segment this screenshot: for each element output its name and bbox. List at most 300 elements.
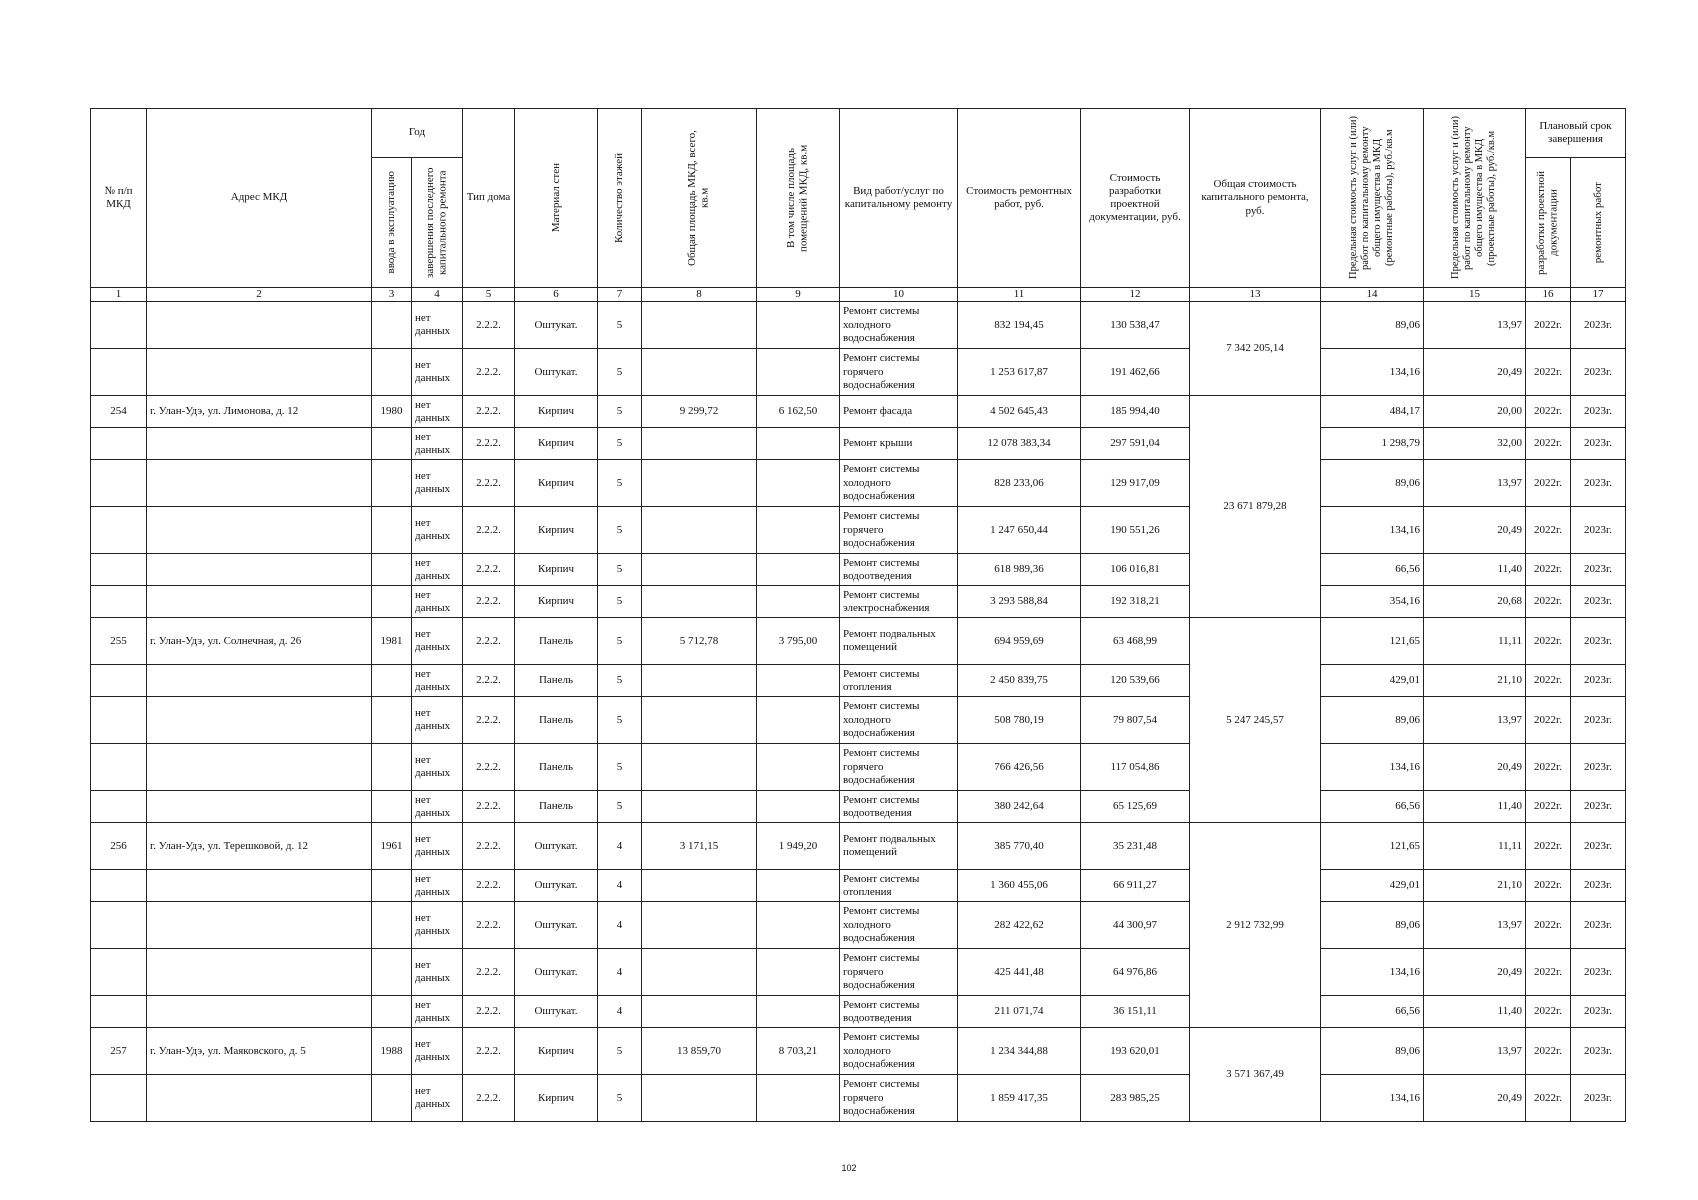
table-row (91, 396, 1626, 428)
floors-cell: 5 (598, 586, 642, 618)
total-area-cell: 3 171,15 (642, 823, 757, 870)
year-last-repair-cell: нет данных (412, 460, 463, 507)
house-type-cell: 2.2.2. (463, 618, 515, 665)
plan-works-cell: 2023г. (1571, 823, 1626, 870)
premises-area-cell: 1 949,20 (757, 823, 840, 870)
total-area-cell (642, 460, 757, 507)
table-row (91, 349, 1626, 396)
work-type-cell: Ремонт системы водоотведения (840, 996, 958, 1028)
table-row (91, 428, 1626, 460)
premises-area-cell (757, 949, 840, 996)
page-number: 102 (841, 1163, 857, 1173)
total-area-cell (642, 507, 757, 554)
work-type-cell: Ремонт системы холодного водоснабжения (840, 1028, 958, 1075)
house-type-cell: 2.2.2. (463, 396, 515, 428)
design-cost-cell: 129 917,09 (1081, 460, 1190, 507)
total-cost-cell: 5 247 245,57 (1190, 618, 1321, 823)
column-number: 6 (515, 288, 598, 302)
work-type-cell: Ремонт системы холодного водоснабжения (840, 460, 958, 507)
repair-cost-cell: 380 242,64 (958, 791, 1081, 823)
limit-repair-cell: 66,56 (1321, 996, 1424, 1028)
wall-material-cell: Кирпич (515, 1028, 598, 1075)
row-number-cell (91, 460, 147, 507)
work-type-cell: Ремонт системы горячего водоснабжения (840, 949, 958, 996)
premises-area-cell (757, 349, 840, 396)
table-row (91, 902, 1626, 949)
limit-repair-cell: 354,16 (1321, 586, 1424, 618)
limit-design-cell: 20,49 (1424, 949, 1526, 996)
row-number-cell (91, 302, 147, 349)
house-type-cell: 2.2.2. (463, 428, 515, 460)
header-premises-area: В том числе площадь помещений МКД, кв.м (757, 109, 840, 288)
row-number-cell (91, 428, 147, 460)
floors-cell: 5 (598, 507, 642, 554)
work-type-cell: Ремонт системы отопления (840, 870, 958, 902)
floors-cell: 5 (598, 1028, 642, 1075)
plan-design-cell: 2022г. (1526, 1028, 1571, 1075)
year-commissioned-cell (372, 460, 412, 507)
year-commissioned-cell (372, 349, 412, 396)
row-number-cell (91, 870, 147, 902)
address-cell: г. Улан-Удэ, ул. Солнечная, д. 26 (147, 618, 372, 665)
total-cost-cell: 2 912 732,99 (1190, 823, 1321, 1028)
year-commissioned-cell (372, 665, 412, 697)
address-cell (147, 870, 372, 902)
limit-design-cell: 11,11 (1424, 618, 1526, 665)
premises-area-cell (757, 870, 840, 902)
plan-design-cell: 2022г. (1526, 902, 1571, 949)
year-commissioned-cell (372, 428, 412, 460)
premises-area-cell (757, 665, 840, 697)
wall-material-cell: Кирпич (515, 586, 598, 618)
limit-repair-cell: 66,56 (1321, 791, 1424, 823)
repair-cost-cell: 1 859 417,35 (958, 1075, 1081, 1122)
year-last-repair-cell: нет данных (412, 870, 463, 902)
limit-design-cell: 13,97 (1424, 460, 1526, 507)
premises-area-cell (757, 744, 840, 791)
wall-material-cell: Кирпич (515, 428, 598, 460)
limit-repair-cell: 1 298,79 (1321, 428, 1424, 460)
column-number: 11 (958, 288, 1081, 302)
year-last-repair-cell: нет данных (412, 618, 463, 665)
row-number-cell (91, 902, 147, 949)
work-type-cell: Ремонт системы водоотведения (840, 554, 958, 586)
column-number: 12 (1081, 288, 1190, 302)
work-type-cell: Ремонт системы холодного водоснабжения (840, 902, 958, 949)
table-row (91, 823, 1626, 870)
design-cost-cell: 64 976,86 (1081, 949, 1190, 996)
limit-design-cell: 13,97 (1424, 697, 1526, 744)
plan-design-cell: 2022г. (1526, 744, 1571, 791)
work-type-cell: Ремонт крыши (840, 428, 958, 460)
repair-cost-cell: 12 078 383,34 (958, 428, 1081, 460)
year-last-repair-cell: нет данных (412, 302, 463, 349)
year-commissioned-cell (372, 870, 412, 902)
design-cost-cell: 120 539,66 (1081, 665, 1190, 697)
premises-area-cell (757, 302, 840, 349)
design-cost-cell: 130 538,47 (1081, 302, 1190, 349)
address-cell: г. Улан-Удэ, ул. Лимонова, д. 12 (147, 396, 372, 428)
design-cost-cell: 185 994,40 (1081, 396, 1190, 428)
row-number-cell (91, 349, 147, 396)
repair-cost-cell: 618 989,36 (958, 554, 1081, 586)
year-last-repair-cell: нет данных (412, 791, 463, 823)
limit-repair-cell: 89,06 (1321, 460, 1424, 507)
wall-material-cell: Оштукат. (515, 902, 598, 949)
premises-area-cell (757, 507, 840, 554)
table-row (91, 586, 1626, 618)
repair-cost-cell: 694 959,69 (958, 618, 1081, 665)
year-last-repair-cell: нет данных (412, 507, 463, 554)
address-cell (147, 428, 372, 460)
year-commissioned-cell: 1961 (372, 823, 412, 870)
plan-works-cell: 2023г. (1571, 1028, 1626, 1075)
house-type-cell: 2.2.2. (463, 460, 515, 507)
row-number-cell (91, 791, 147, 823)
work-type-cell: Ремонт системы отопления (840, 665, 958, 697)
header-year-commissioned: ввода в эксплуатацию (372, 158, 412, 288)
limit-repair-cell: 89,06 (1321, 1028, 1424, 1075)
wall-material-cell: Оштукат. (515, 870, 598, 902)
year-last-repair-cell: нет данных (412, 396, 463, 428)
total-area-cell (642, 902, 757, 949)
total-area-cell: 9 299,72 (642, 396, 757, 428)
year-commissioned-cell (372, 949, 412, 996)
premises-area-cell (757, 902, 840, 949)
plan-works-cell: 2023г. (1571, 396, 1626, 428)
header-limit-design: Предельная стоимость услуг и (или) работ по капитальному ремонту общего имущества в МКД (проектные работы), руб./кв.м (1424, 109, 1526, 288)
limit-design-cell: 13,97 (1424, 1028, 1526, 1075)
plan-design-cell: 2022г. (1526, 791, 1571, 823)
table-row (91, 507, 1626, 554)
floors-cell: 4 (598, 949, 642, 996)
work-type-cell: Ремонт фасада (840, 396, 958, 428)
address-cell: г. Улан-Удэ, ул. Терешковой, д. 12 (147, 823, 372, 870)
repair-cost-cell: 1 253 617,87 (958, 349, 1081, 396)
year-commissioned-cell (372, 697, 412, 744)
limit-repair-cell: 66,56 (1321, 554, 1424, 586)
column-number: 16 (1526, 288, 1571, 302)
floors-cell: 4 (598, 996, 642, 1028)
limit-repair-cell: 134,16 (1321, 1075, 1424, 1122)
limit-design-cell: 11,40 (1424, 996, 1526, 1028)
premises-area-cell (757, 460, 840, 507)
table-row (91, 302, 1626, 349)
year-commissioned-cell: 1988 (372, 1028, 412, 1075)
column-number: 3 (372, 288, 412, 302)
row-number-cell: 254 (91, 396, 147, 428)
premises-area-cell: 6 162,50 (757, 396, 840, 428)
table-row (91, 1028, 1626, 1075)
table-row (91, 996, 1626, 1028)
work-type-cell: Ремонт подвальных помещений (840, 823, 958, 870)
floors-cell: 5 (598, 665, 642, 697)
plan-works-cell: 2023г. (1571, 744, 1626, 791)
column-number: 5 (463, 288, 515, 302)
premises-area-cell (757, 996, 840, 1028)
house-type-cell: 2.2.2. (463, 665, 515, 697)
column-number: 1 (91, 288, 147, 302)
design-cost-cell: 297 591,04 (1081, 428, 1190, 460)
house-type-cell: 2.2.2. (463, 507, 515, 554)
total-area-cell (642, 586, 757, 618)
limit-design-cell: 11,40 (1424, 791, 1526, 823)
house-type-cell: 2.2.2. (463, 823, 515, 870)
floors-cell: 5 (598, 460, 642, 507)
limit-repair-cell: 121,65 (1321, 823, 1424, 870)
work-type-cell: Ремонт системы электроснабжения (840, 586, 958, 618)
total-area-cell (642, 349, 757, 396)
limit-repair-cell: 134,16 (1321, 949, 1424, 996)
address-cell (147, 1075, 372, 1122)
premises-area-cell (757, 697, 840, 744)
house-type-cell: 2.2.2. (463, 1028, 515, 1075)
header-address: Адрес МКД (147, 109, 372, 288)
header-limit-repair: Предельная стоимость услуг и (или) работ по капитальному ремонту общего имущества в МКД (ремонтные работы), руб./кв.м (1321, 109, 1424, 288)
repair-cost-cell: 211 071,74 (958, 996, 1081, 1028)
plan-design-cell: 2022г. (1526, 507, 1571, 554)
house-type-cell: 2.2.2. (463, 791, 515, 823)
total-area-cell (642, 697, 757, 744)
design-cost-cell: 36 151,11 (1081, 996, 1190, 1028)
house-type-cell: 2.2.2. (463, 902, 515, 949)
row-number-cell (91, 1075, 147, 1122)
limit-repair-cell: 134,16 (1321, 744, 1424, 791)
design-cost-cell: 117 054,86 (1081, 744, 1190, 791)
row-number-cell: 257 (91, 1028, 147, 1075)
plan-design-cell: 2022г. (1526, 870, 1571, 902)
total-area-cell (642, 665, 757, 697)
header-wall-material: Материал стен (515, 109, 598, 288)
wall-material-cell: Оштукат. (515, 996, 598, 1028)
repair-cost-cell: 425 441,48 (958, 949, 1081, 996)
plan-design-cell: 2022г. (1526, 428, 1571, 460)
plan-works-cell: 2023г. (1571, 697, 1626, 744)
house-type-cell: 2.2.2. (463, 870, 515, 902)
table-row (91, 791, 1626, 823)
total-area-cell (642, 428, 757, 460)
header-house-type: Тип дома (463, 109, 515, 288)
work-type-cell: Ремонт системы холодного водоснабжения (840, 697, 958, 744)
column-number: 15 (1424, 288, 1526, 302)
plan-works-cell: 2023г. (1571, 586, 1626, 618)
wall-material-cell: Оштукат. (515, 302, 598, 349)
house-type-cell: 2.2.2. (463, 697, 515, 744)
year-last-repair-cell: нет данных (412, 902, 463, 949)
wall-material-cell: Кирпич (515, 554, 598, 586)
plan-works-cell: 2023г. (1571, 507, 1626, 554)
address-cell (147, 665, 372, 697)
repair-cost-cell: 508 780,19 (958, 697, 1081, 744)
floors-cell: 5 (598, 1075, 642, 1122)
column-number: 2 (147, 288, 372, 302)
plan-works-cell: 2023г. (1571, 302, 1626, 349)
repair-cost-cell: 282 422,62 (958, 902, 1081, 949)
limit-design-cell: 20,68 (1424, 586, 1526, 618)
design-cost-cell: 190 551,26 (1081, 507, 1190, 554)
total-area-cell (642, 554, 757, 586)
total-area-cell: 13 859,70 (642, 1028, 757, 1075)
header-row-number: № п/п МКД (91, 109, 147, 288)
wall-material-cell: Кирпич (515, 1075, 598, 1122)
address-cell (147, 349, 372, 396)
limit-repair-cell: 89,06 (1321, 902, 1424, 949)
year-last-repair-cell: нет данных (412, 1028, 463, 1075)
year-last-repair-cell: нет данных (412, 554, 463, 586)
floors-cell: 5 (598, 428, 642, 460)
year-last-repair-cell: нет данных (412, 949, 463, 996)
premises-area-cell (757, 1075, 840, 1122)
total-area-cell (642, 949, 757, 996)
floors-cell: 5 (598, 791, 642, 823)
plan-design-cell: 2022г. (1526, 554, 1571, 586)
design-cost-cell: 106 016,81 (1081, 554, 1190, 586)
limit-repair-cell: 484,17 (1321, 396, 1424, 428)
table-row (91, 460, 1626, 507)
design-cost-cell: 193 620,01 (1081, 1028, 1190, 1075)
year-last-repair-cell: нет данных (412, 428, 463, 460)
capital-repair-table (90, 108, 1626, 1122)
design-cost-cell: 66 911,27 (1081, 870, 1190, 902)
header-column-numbers (91, 288, 1626, 302)
wall-material-cell: Оштукат. (515, 823, 598, 870)
plan-works-cell: 2023г. (1571, 665, 1626, 697)
repair-cost-cell: 3 293 588,84 (958, 586, 1081, 618)
limit-design-cell: 20,49 (1424, 349, 1526, 396)
limit-repair-cell: 429,01 (1321, 665, 1424, 697)
row-number-cell (91, 744, 147, 791)
column-number: 10 (840, 288, 958, 302)
design-cost-cell: 63 468,99 (1081, 618, 1190, 665)
header-plan-group: Плановый срок завершения (1526, 109, 1626, 158)
limit-design-cell: 13,97 (1424, 902, 1526, 949)
wall-material-cell: Кирпич (515, 507, 598, 554)
limit-design-cell: 11,11 (1424, 823, 1526, 870)
year-last-repair-cell: нет данных (412, 586, 463, 618)
floors-cell: 5 (598, 618, 642, 665)
plan-works-cell: 2023г. (1571, 870, 1626, 902)
total-cost-cell: 23 671 879,28 (1190, 396, 1321, 618)
work-type-cell: Ремонт подвальных помещений (840, 618, 958, 665)
table-row (91, 697, 1626, 744)
address-cell (147, 996, 372, 1028)
repair-cost-cell: 766 426,56 (958, 744, 1081, 791)
total-cost-cell: 7 342 205,14 (1190, 302, 1321, 396)
wall-material-cell: Оштукат. (515, 349, 598, 396)
address-cell (147, 460, 372, 507)
limit-design-cell: 11,40 (1424, 554, 1526, 586)
limit-repair-cell: 134,16 (1321, 349, 1424, 396)
header-plan-design: разработки проектной документации (1526, 158, 1571, 288)
limit-design-cell: 21,10 (1424, 665, 1526, 697)
header-work-type: Вид работ/услуг по капитальному ремонту (840, 109, 958, 288)
floors-cell: 4 (598, 823, 642, 870)
year-commissioned-cell (372, 791, 412, 823)
year-commissioned-cell (372, 302, 412, 349)
design-cost-cell: 192 318,21 (1081, 586, 1190, 618)
wall-material-cell: Оштукат. (515, 949, 598, 996)
house-type-cell: 2.2.2. (463, 586, 515, 618)
row-number-cell (91, 507, 147, 554)
limit-design-cell: 20,49 (1424, 1075, 1526, 1122)
address-cell (147, 697, 372, 744)
table-row (91, 870, 1626, 902)
limit-design-cell: 20,49 (1424, 744, 1526, 791)
repair-cost-cell: 1 247 650,44 (958, 507, 1081, 554)
plan-design-cell: 2022г. (1526, 1075, 1571, 1122)
year-last-repair-cell: нет данных (412, 697, 463, 744)
total-area-cell (642, 996, 757, 1028)
address-cell (147, 302, 372, 349)
total-area-cell (642, 302, 757, 349)
table-row (91, 1075, 1626, 1122)
row-number-cell (91, 697, 147, 744)
floors-cell: 5 (598, 349, 642, 396)
total-area-cell (642, 1075, 757, 1122)
plan-works-cell: 2023г. (1571, 554, 1626, 586)
year-last-repair-cell: нет данных (412, 1075, 463, 1122)
design-cost-cell: 44 300,97 (1081, 902, 1190, 949)
address-cell (147, 791, 372, 823)
address-cell (147, 586, 372, 618)
house-type-cell: 2.2.2. (463, 949, 515, 996)
design-cost-cell: 283 985,25 (1081, 1075, 1190, 1122)
work-type-cell: Ремонт системы горячего водоснабжения (840, 507, 958, 554)
plan-design-cell: 2022г. (1526, 618, 1571, 665)
column-number: 17 (1571, 288, 1626, 302)
year-commissioned-cell: 1981 (372, 618, 412, 665)
year-last-repair-cell: нет данных (412, 823, 463, 870)
repair-cost-cell: 4 502 645,43 (958, 396, 1081, 428)
premises-area-cell: 3 795,00 (757, 618, 840, 665)
house-type-cell: 2.2.2. (463, 744, 515, 791)
address-cell (147, 902, 372, 949)
plan-design-cell: 2022г. (1526, 460, 1571, 507)
floors-cell: 4 (598, 870, 642, 902)
plan-design-cell: 2022г. (1526, 949, 1571, 996)
wall-material-cell: Панель (515, 744, 598, 791)
plan-design-cell: 2022г. (1526, 396, 1571, 428)
table-header (91, 109, 1626, 302)
limit-repair-cell: 121,65 (1321, 618, 1424, 665)
header-design-cost: Стоимость разработки проектной документации, руб. (1081, 109, 1190, 288)
year-commissioned-cell (372, 744, 412, 791)
limit-design-cell: 13,97 (1424, 302, 1526, 349)
plan-design-cell: 2022г. (1526, 823, 1571, 870)
premises-area-cell (757, 428, 840, 460)
year-commissioned-cell (372, 902, 412, 949)
floors-cell: 5 (598, 744, 642, 791)
header-total-cost: Общая стоимость капитального ремонта, руб. (1190, 109, 1321, 288)
wall-material-cell: Панель (515, 791, 598, 823)
plan-design-cell: 2022г. (1526, 349, 1571, 396)
floors-cell: 4 (598, 902, 642, 949)
floors-cell: 5 (598, 302, 642, 349)
plan-works-cell: 2023г. (1571, 460, 1626, 507)
design-cost-cell: 65 125,69 (1081, 791, 1190, 823)
design-cost-cell: 35 231,48 (1081, 823, 1190, 870)
repair-cost-cell: 832 194,45 (958, 302, 1081, 349)
limit-repair-cell: 134,16 (1321, 507, 1424, 554)
table-row (91, 554, 1626, 586)
house-type-cell: 2.2.2. (463, 554, 515, 586)
row-number-cell: 255 (91, 618, 147, 665)
table-body (91, 302, 1626, 1122)
limit-repair-cell: 89,06 (1321, 697, 1424, 744)
design-cost-cell: 191 462,66 (1081, 349, 1190, 396)
table-row (91, 949, 1626, 996)
work-type-cell: Ремонт системы водоотведения (840, 791, 958, 823)
